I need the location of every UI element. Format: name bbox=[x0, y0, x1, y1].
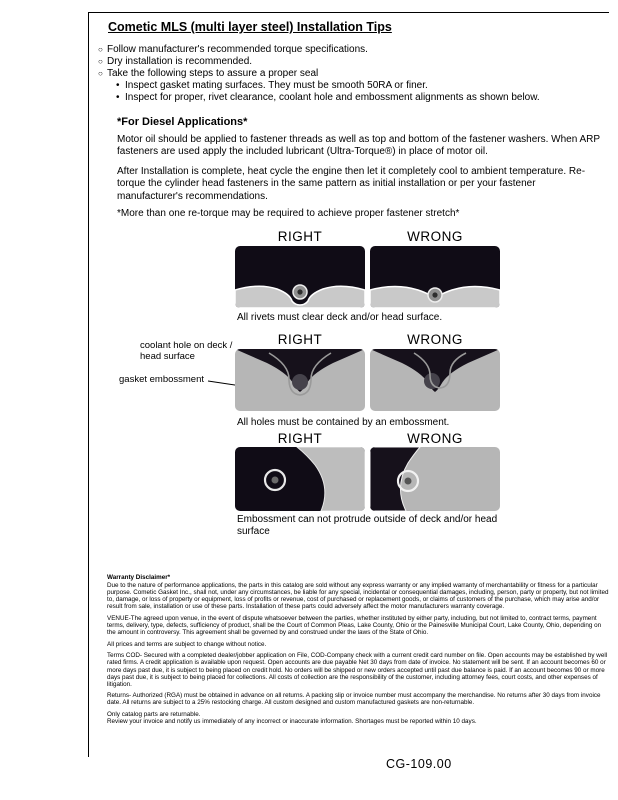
rivet-caption: All rivets must clear deck and/or head surface. bbox=[237, 312, 443, 323]
right-label: RIGHT bbox=[277, 332, 323, 347]
dot-bullet-icon: • bbox=[116, 80, 120, 91]
protrusion-wrong-diagram bbox=[370, 447, 500, 511]
tip-text: Inspect for proper, rivet clearance, coolant hole and embossment alignments as shown below. bbox=[125, 92, 540, 103]
page-title: Cometic MLS (multi layer steel) Installation Tips bbox=[108, 20, 392, 34]
tip-text: Inspect gasket mating surfaces. They must be smooth 50RA or finer. bbox=[125, 80, 428, 91]
legal-paragraph: Due to the nature of performance applications, the parts in this catalog are sold without any express warranty or any implied warranty of merchantability or fitness for a particular purpose. Cometic Gasket Inc., shall not, under any circumstances, be liable for any special, incidental or consequential damages, including, person, party or property, but not limited to, damage, or loss of property or equipment, loss of profits or revenue, cost of purchased or replacement goods, or claims of customers of the purchase, which may arise and/or result from sale, installation or use of these parts. Installation of these parts could adversely affect the motor manufacturers warranty coverage. bbox=[107, 582, 609, 611]
embossment-wrong-diagram bbox=[370, 349, 500, 411]
legal-paragraph: Only catalog parts are returnable. bbox=[107, 711, 201, 718]
circle-bullet-icon: ○ bbox=[98, 69, 103, 78]
list-item bbox=[116, 92, 540, 104]
protrusion-caption: Embossment can not protrude outside of deck and/or head surface bbox=[237, 514, 498, 537]
list-item bbox=[98, 56, 540, 68]
gasket-embossment-annotation: gasket embossment bbox=[119, 374, 205, 385]
wrong-label: WRONG bbox=[407, 229, 463, 244]
warranty-disclaimer bbox=[107, 574, 609, 730]
legal-paragraph: Terms COD- Secured with a completed dealer/jobber application on File, COD-Company check with a current credit card number on file. Open accounts may be established by well rated firms. A credit application is available upon request. Open accounts are due payable Net 30 days from date of invoice. No statement will be sent. If an account becomes 60 or more days past due, it is subject to being placed on credit hold. No orders will be shipped or new orders accepted until past due balance is paid. If an account becomes 90 or more days past due, it is subject to being placed for collections. All costs of collection are the responsibility of the customer, including attorney fees, court costs, and other expenses of litigation. bbox=[107, 652, 608, 688]
tip-text: Take the following steps to assure a proper seal bbox=[107, 68, 319, 79]
coolant-hole-annotation: coolant hole on deck / head surface bbox=[140, 340, 233, 362]
diesel-paragraph-1: Motor oil should be applied to fastener threads as well as top and bottom of the fastener washers. When ARP fasteners are used apply the included lubricant (Ultra-Torque®) in place of motor oil. bbox=[117, 134, 600, 158]
holes-caption: All holes must be contained by an embossment. bbox=[237, 417, 450, 428]
tip-text: Dry installation is recommended. bbox=[107, 56, 253, 67]
list-item bbox=[116, 80, 540, 92]
legal-paragraph: Returns- Authorized (RGA) must be obtained in advance on all returns. A packing slip or invoice number must accompany the merchandise. No returns after 30 days from invoice date. All returns are subject to a 25% restocking charge. All custom designed and custom manufactured gaskets are non-returnable. bbox=[107, 692, 601, 707]
tip-text: Follow manufacturer's recommended torque specifications. bbox=[107, 44, 368, 55]
right-label: RIGHT bbox=[277, 229, 323, 244]
list-item bbox=[98, 44, 540, 56]
installation-tips-list bbox=[98, 44, 540, 104]
page-code: CG-109.00 bbox=[386, 757, 452, 771]
legal-paragraph: Review your invoice and notify us immediately of any incorrect or inaccurate information. Shortages must be reported within 10 days. bbox=[107, 718, 477, 726]
rivet-right-diagram bbox=[235, 246, 365, 308]
rivet-wrong-diagram bbox=[370, 246, 500, 308]
legal-paragraph: VENUE-The agreed upon venue, in the event of dispute whatsoever between the parties, whether instituted by either party, including, but not limited to, contract terms, payment terms, delivery, type, defects, sufficiency of product, shall be the Court of Common Pleas, Lake County, Ohio or the Painesville Municipal Court, Lake County, Ohio, depending on the amount in controversy. This agreement shall be governed by and construed under the laws of the State of Ohio. bbox=[107, 614, 602, 637]
circle-bullet-icon: ○ bbox=[98, 57, 103, 66]
protrusion-right-diagram bbox=[235, 447, 365, 511]
retorque-note: *More than one re-torque may be required to achieve proper fastener stretch* bbox=[117, 208, 460, 219]
wrong-label: WRONG bbox=[407, 431, 463, 446]
list-item bbox=[98, 68, 540, 80]
dot-bullet-icon: • bbox=[116, 92, 120, 103]
wrong-label: WRONG bbox=[407, 332, 463, 347]
circle-bullet-icon: ○ bbox=[98, 45, 103, 54]
legal-paragraph: All prices and terms are subject to change without notice. bbox=[107, 640, 267, 648]
diesel-paragraph-2: After Installation is complete, heat cycle the engine then let it completely cool to ambient temperature. Re-torque the cylinder head fasteners in the same pattern as initial installation or per your fastener manufacturer's recommendations. bbox=[117, 166, 586, 202]
warranty-heading: Warranty Disclaimer* bbox=[107, 574, 171, 581]
right-label: RIGHT bbox=[277, 431, 323, 446]
embossment-right-diagram bbox=[235, 349, 365, 411]
diesel-applications-heading: *For Diesel Applications* bbox=[117, 116, 248, 128]
